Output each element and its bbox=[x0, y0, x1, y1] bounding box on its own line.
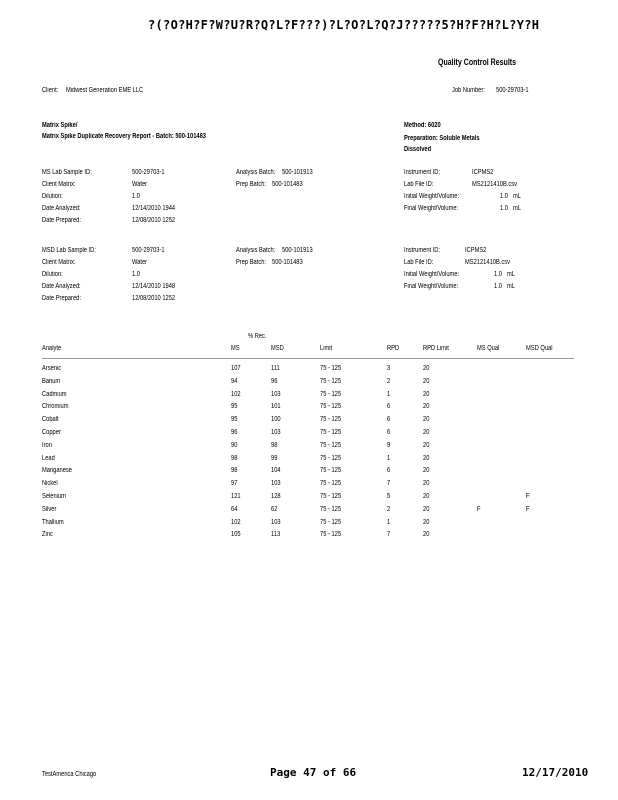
cell-msd: 101 bbox=[271, 403, 281, 411]
header-rpd-limit: RPD Limit bbox=[423, 345, 449, 352]
method: Method: 6020 bbox=[404, 122, 441, 129]
ms-date-analyzed-label: Date Analyzed: bbox=[42, 205, 81, 212]
table-row bbox=[0, 493, 618, 506]
report-title-line1: Matrix Spike/ bbox=[42, 122, 78, 129]
msd-dilution-label: Dilution: bbox=[42, 271, 63, 278]
msd-prep-batch-label: Prep Batch: bbox=[236, 259, 266, 266]
ms-analysis-batch-label: Analysis Batch: bbox=[236, 169, 276, 176]
table-row bbox=[0, 442, 618, 455]
cell-rpd: 1 bbox=[387, 518, 391, 526]
cell-analyte: Iron bbox=[42, 441, 52, 449]
cell-rpd: 7 bbox=[387, 480, 391, 488]
cell-rpd: 2 bbox=[387, 505, 391, 513]
footer-date: 12/17/2010 bbox=[522, 766, 589, 779]
table-row bbox=[0, 429, 618, 442]
cell-analyte: Arsenic bbox=[42, 365, 62, 372]
ms-lab-file-label: Lab File ID: bbox=[404, 181, 434, 188]
header-msd: MSD bbox=[271, 345, 284, 352]
table-row bbox=[0, 416, 618, 429]
ms-dilution-label: Dilution: bbox=[42, 193, 63, 200]
ms-sample-id-label: MS Lab Sample ID: bbox=[42, 169, 92, 176]
header-divider bbox=[42, 358, 574, 359]
cell-ms: 98 bbox=[231, 467, 238, 475]
cell-analyte: Silver bbox=[42, 505, 57, 513]
cell-rpd-limit: 20 bbox=[423, 365, 430, 372]
msd-sample-id-label: MSD Lab Sample ID: bbox=[42, 247, 96, 254]
ms-date-analyzed-value: 12/14/2010 1944 bbox=[132, 205, 176, 212]
msd-matrix-value: Water bbox=[132, 259, 148, 266]
cell-rpd-limit: 20 bbox=[423, 531, 430, 539]
msd-instrument-value: ICPMS2 bbox=[465, 247, 487, 254]
ms-instrument-value: ICPMS2 bbox=[472, 169, 494, 176]
ms-analysis-batch-value: 500-101913 bbox=[282, 169, 313, 176]
header-analyte: Analyte bbox=[42, 345, 62, 352]
cell-ms: 107 bbox=[231, 365, 241, 372]
preparation-dissolved: Dissolved bbox=[404, 146, 432, 153]
cell-rpd-limit: 20 bbox=[423, 416, 430, 424]
cell-limit: 75 - 125 bbox=[320, 493, 342, 500]
msd-matrix-label: Client Matrix: bbox=[42, 259, 76, 266]
cell-rpd-limit: 20 bbox=[423, 403, 430, 411]
pct-rec-header: % Rec. bbox=[248, 333, 267, 340]
cell-limit: 75 - 125 bbox=[320, 429, 342, 436]
table-row bbox=[0, 480, 618, 493]
cell-ms: 102 bbox=[231, 518, 241, 526]
footer-page-number: Page 47 of 66 bbox=[270, 766, 357, 779]
client-value: Midwest Generation EME LLC bbox=[66, 87, 144, 94]
table-row bbox=[0, 403, 618, 416]
cell-rpd: 1 bbox=[387, 454, 391, 462]
table-row bbox=[0, 519, 618, 532]
cell-ms: 95 bbox=[231, 416, 238, 424]
cell-rpd: 6 bbox=[387, 467, 391, 475]
table-row bbox=[0, 391, 618, 404]
cell-ms: 105 bbox=[231, 531, 241, 539]
cell-msd: 113 bbox=[271, 531, 281, 539]
cell-limit: 75 - 125 bbox=[320, 416, 342, 424]
report-title-line2: Matrix Spike Duplicate Recovery Report - Batch: 500-101483 bbox=[42, 133, 206, 140]
cell-analyte: Copper bbox=[42, 429, 61, 436]
msd-analysis-batch-label: Analysis Batch: bbox=[236, 247, 276, 254]
ms-date-prepared-label: Date Prepared: bbox=[42, 217, 81, 224]
cell-ms: 96 bbox=[231, 429, 238, 436]
msd-final-volume-label: Final Weight/Volume: bbox=[404, 283, 459, 290]
msd-lab-file-value: MS2121410B.csv bbox=[465, 259, 510, 266]
cell-rpd: 6 bbox=[387, 416, 391, 424]
ms-final-volume-label: Final Weight/Volume: bbox=[404, 205, 459, 212]
cell-analyte: Cadmium bbox=[42, 390, 67, 398]
msd-prep-batch-value: 500-101483 bbox=[272, 259, 303, 266]
msd-initial-volume-label: Initial Weight/Volume: bbox=[404, 271, 460, 278]
cell-rpd-limit: 20 bbox=[423, 454, 430, 462]
page-title: Quality Control Results bbox=[438, 57, 517, 67]
cell-msd: 62 bbox=[271, 505, 278, 513]
cell-msd: 128 bbox=[271, 493, 281, 500]
header-rpd: RPD bbox=[387, 345, 400, 352]
ms-date-prepared-value: 12/08/2010 1252 bbox=[132, 217, 176, 224]
ms-prep-batch-value: 500-101483 bbox=[272, 181, 303, 188]
cell-limit: 75 - 125 bbox=[320, 454, 342, 462]
msd-initial-volume-value: 1.0 bbox=[494, 271, 502, 278]
cell-limit: 75 - 125 bbox=[320, 441, 342, 449]
ms-sample-id-value: 500-29703-1 bbox=[132, 169, 165, 176]
cell-rpd: 6 bbox=[387, 403, 391, 411]
cell-msd: 100 bbox=[271, 416, 281, 424]
cell-ms: 90 bbox=[231, 441, 238, 449]
cell-analyte: Thallium bbox=[42, 518, 64, 526]
cell-limit: 75 - 125 bbox=[320, 403, 342, 411]
cell-rpd: 1 bbox=[387, 390, 391, 398]
cell-ms: 121 bbox=[231, 493, 241, 500]
cell-msd: 111 bbox=[271, 365, 280, 372]
cell-ms: 95 bbox=[231, 403, 238, 411]
cell-analyte: Barium bbox=[42, 377, 61, 385]
cell-limit: 75 - 125 bbox=[320, 365, 342, 372]
cell-ms: 97 bbox=[231, 480, 238, 488]
cell-msd: 98 bbox=[271, 441, 278, 449]
msd-date-prepared-label: Date Prepared: bbox=[42, 295, 81, 302]
client-label: Client: bbox=[42, 87, 59, 94]
cell-rpd-limit: 20 bbox=[423, 518, 430, 526]
cell-rpd-limit: 20 bbox=[423, 441, 430, 449]
header-banner: ?(?O?H?F?W?U?R?Q?L?F???)?L?O?L?Q?J?????5?H?F?H?L?Y?H bbox=[148, 18, 540, 32]
cell-rpd: 6 bbox=[387, 429, 391, 436]
cell-analyte: Cobalt bbox=[42, 416, 59, 424]
cell-rpd-limit: 20 bbox=[423, 505, 430, 513]
cell-analyte: Manganese bbox=[42, 467, 73, 475]
cell-limit: 75 - 125 bbox=[320, 518, 342, 526]
msd-date-analyzed-label: Date Analyzed: bbox=[42, 283, 81, 290]
header-ms-qual: MS Qual bbox=[477, 345, 500, 352]
ms-instrument-label: Instrument ID: bbox=[404, 169, 441, 176]
ms-initial-volume-unit: mL bbox=[513, 193, 521, 200]
cell-rpd-limit: 20 bbox=[423, 429, 430, 436]
cell-analyte: Zinc bbox=[42, 531, 53, 539]
msd-final-volume-unit: mL bbox=[507, 283, 515, 290]
ms-final-volume-unit: mL bbox=[513, 205, 521, 212]
table-row bbox=[0, 506, 618, 519]
msd-analysis-batch-value: 500-101913 bbox=[282, 247, 313, 254]
job-number-label: Job Number: bbox=[452, 87, 485, 94]
cell-rpd-limit: 20 bbox=[423, 480, 430, 488]
cell-ms: 98 bbox=[231, 454, 238, 462]
ms-dilution-value: 1.0 bbox=[132, 193, 140, 200]
cell-limit: 75 - 125 bbox=[320, 377, 342, 385]
cell-analyte: Selenium bbox=[42, 493, 66, 500]
header-limit: Limit bbox=[320, 345, 333, 352]
cell-rpd-limit: 20 bbox=[423, 467, 430, 475]
cell-rpd-limit: 20 bbox=[423, 493, 430, 500]
cell-msd: 103 bbox=[271, 518, 281, 526]
cell-analyte: Lead bbox=[42, 454, 55, 462]
footer-lab-name: TestAmerica Chicago bbox=[42, 771, 97, 778]
cell-msd: 96 bbox=[271, 377, 278, 385]
cell-msd: 104 bbox=[271, 467, 281, 475]
table-header-row bbox=[0, 345, 618, 358]
cell-rpd: 9 bbox=[387, 441, 391, 449]
ms-matrix-value: Water bbox=[132, 181, 148, 188]
cell-limit: 75 - 125 bbox=[320, 480, 342, 488]
cell-limit: 75 - 125 bbox=[320, 531, 342, 539]
cell-ms: 94 bbox=[231, 377, 238, 385]
header-msd-qual: MSD Qual bbox=[526, 345, 553, 352]
cell-limit: 75 - 125 bbox=[320, 467, 342, 475]
table-row bbox=[0, 365, 618, 378]
preparation: Preparation: Soluble Metals bbox=[404, 135, 480, 142]
msd-instrument-label: Instrument ID: bbox=[404, 247, 441, 254]
header-ms: MS bbox=[231, 345, 240, 352]
msd-sample-id-value: 500-29703-1 bbox=[132, 247, 165, 254]
cell-analyte: Chromium bbox=[42, 403, 69, 411]
cell-analyte: Nickel bbox=[42, 480, 58, 488]
job-number-value: 500-29703-1 bbox=[496, 87, 529, 94]
msd-date-analyzed-value: 12/14/2010 1948 bbox=[132, 283, 176, 290]
msd-dilution-value: 1.0 bbox=[132, 271, 140, 278]
cell-ms-qual: F bbox=[477, 505, 481, 513]
cell-msd: 103 bbox=[271, 480, 281, 488]
cell-rpd: 3 bbox=[387, 365, 391, 372]
cell-limit: 75 - 125 bbox=[320, 505, 342, 513]
table-row bbox=[0, 531, 618, 544]
cell-rpd-limit: 20 bbox=[423, 377, 430, 385]
cell-ms: 64 bbox=[231, 505, 238, 513]
ms-lab-file-value: MS2121410B.csv bbox=[472, 181, 517, 188]
cell-msd: 99 bbox=[271, 454, 278, 462]
ms-initial-volume-value: 1.0 bbox=[500, 193, 508, 200]
cell-ms: 102 bbox=[231, 390, 241, 398]
msd-final-volume-value: 1.0 bbox=[494, 283, 502, 290]
cell-rpd: 5 bbox=[387, 493, 391, 500]
cell-msd-qual: F bbox=[526, 505, 530, 513]
cell-limit: 75 - 125 bbox=[320, 390, 342, 398]
msd-date-prepared-value: 12/08/2010 1252 bbox=[132, 295, 176, 302]
cell-msd-qual: F bbox=[526, 493, 530, 500]
msd-lab-file-label: Lab File ID: bbox=[404, 259, 434, 266]
ms-prep-batch-label: Prep Batch: bbox=[236, 181, 266, 188]
cell-rpd: 7 bbox=[387, 531, 391, 539]
table-row bbox=[0, 467, 618, 480]
cell-rpd: 2 bbox=[387, 377, 391, 385]
ms-final-volume-value: 1.0 bbox=[500, 205, 508, 212]
cell-msd: 103 bbox=[271, 429, 281, 436]
msd-initial-volume-unit: mL bbox=[507, 271, 515, 278]
ms-matrix-label: Client Matrix: bbox=[42, 181, 76, 188]
cell-rpd-limit: 20 bbox=[423, 390, 430, 398]
table-row bbox=[0, 455, 618, 468]
table-row bbox=[0, 378, 618, 391]
ms-initial-volume-label: Initial Weight/Volume: bbox=[404, 193, 460, 200]
cell-msd: 103 bbox=[271, 390, 281, 398]
